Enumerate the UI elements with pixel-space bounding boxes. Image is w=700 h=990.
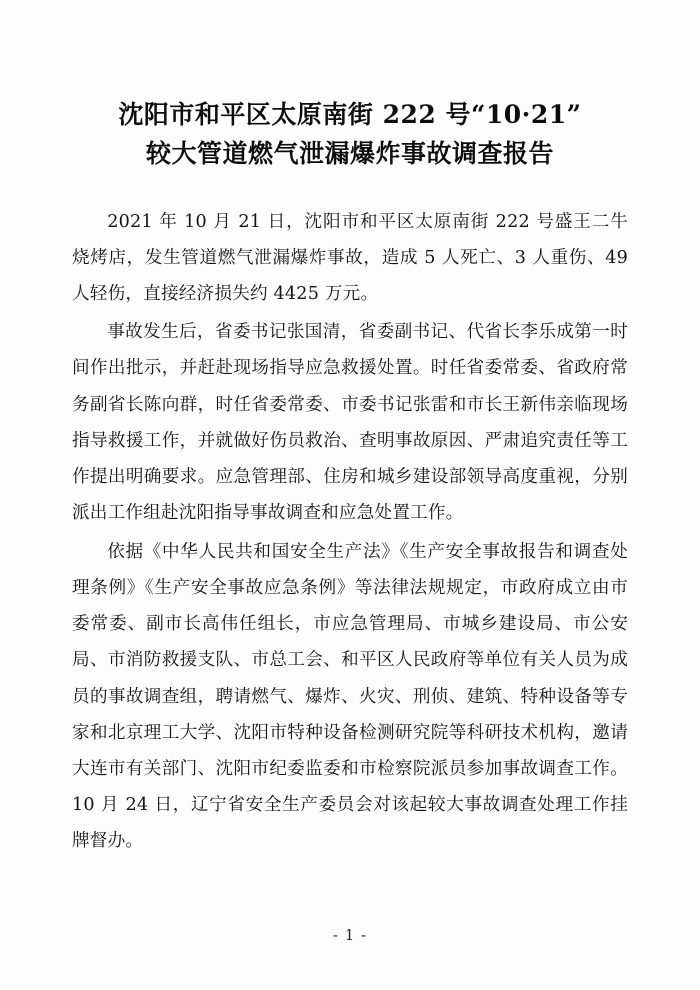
paragraph-3: 依据《中华人民共和国安全生产法》《生产安全事故报告和调查处理条例》《生产安全事故应急条例》等法律法规规定，市政府成立由市委常委、副市长高伟任组长，市应急管理局、市城乡建设局、市公安局、市消防救援支队、市总工会、和平区人民政府等单位有关人员为成员的事故调查组，聘请燃气、爆炸、火灾、刑侦、建筑、特种设备等专家和北京理工大学、沈阳市特种设备检测研究院等科研技术机构，邀请大连市有关部门、沈阳市纪委监委和市检察院派员参加事故调查工作。10 月 24 日，辽宁省安全生产委员会对该起较大事故调查处理工作挂牌督办。 [72, 541, 628, 852]
title-line-1: 沈阳市和平区太原南街 222 号“10·21” [118, 100, 582, 129]
document-body [72, 204, 628, 860]
paragraph-1: 2021 年 10 月 21 日，沈阳市和平区太原南街 222 号盛王二牛烧烤店，发生管道燃气泄漏爆炸事故，造成 5 人死亡、3 人重伤、49 人轻伤，直接经济损失约 4425 万元。 [72, 211, 628, 304]
title-line-2: 较大管道燃气泄漏爆炸事故调查报告 [145, 138, 554, 168]
page-title [72, 96, 628, 174]
paragraph-2: 事故发生后，省委书记张国清，省委副书记、代省长李乐成第一时间作出批示，并赶赴现场指导应急救援处置。时任省委常委、省政府常务副省长陈向群，时任省委常委、市委书记张雷和市长王新伟亲临现场指导救援工作，并就做好伤员救治、查明事故原因、严肃追究责任等工作提出明确要求。应急管理部、住房和城乡建设部领导高度重视，分别派出工作组赴沈阳指导事故调查和应急处置工作。 [72, 322, 628, 524]
page-number: - 1 - [332, 926, 368, 944]
